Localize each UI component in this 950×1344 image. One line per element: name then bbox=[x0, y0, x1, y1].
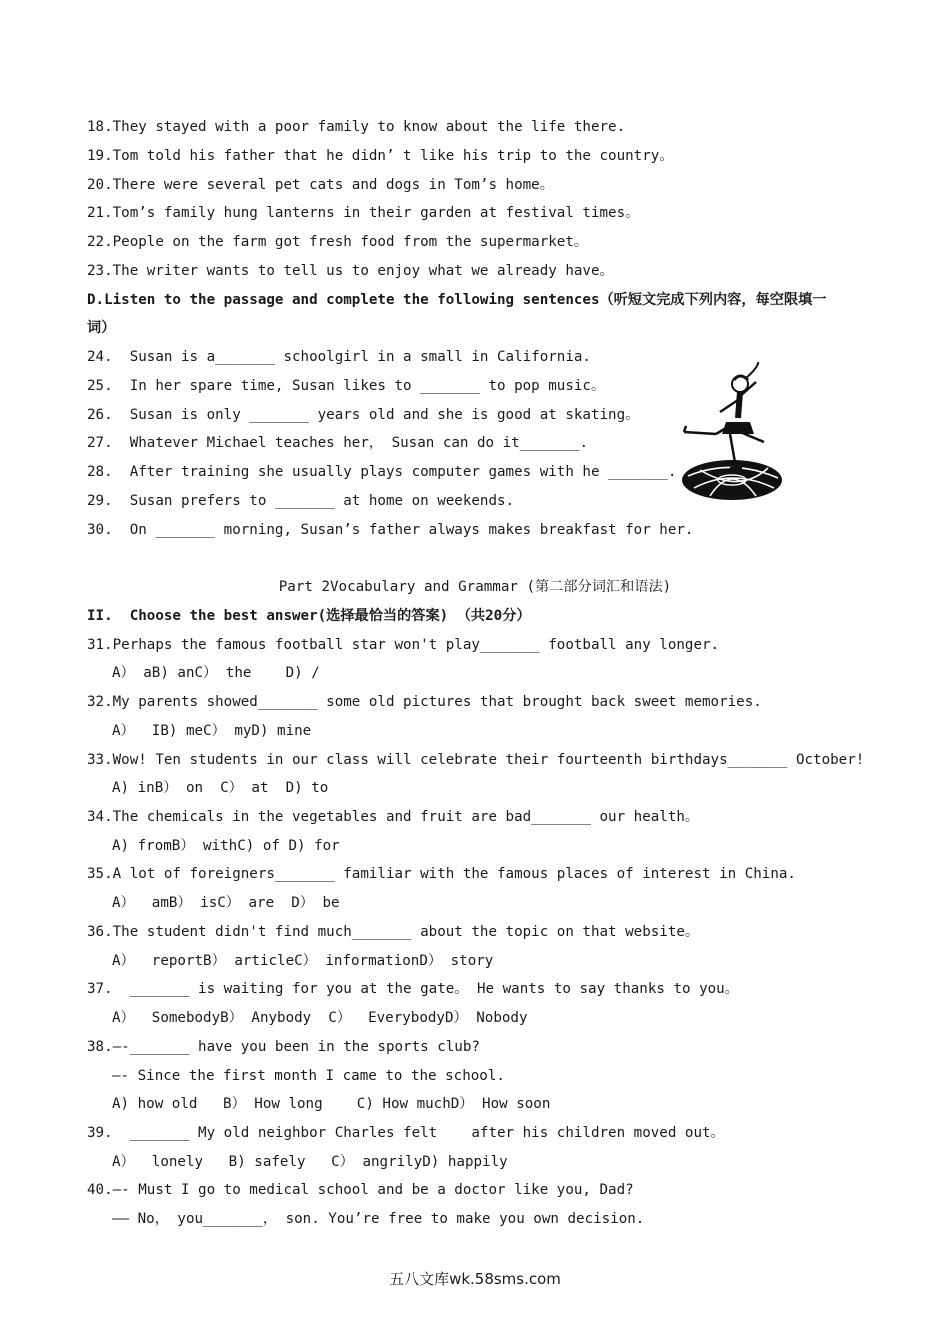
options-35: A） amB） isC） are D） be bbox=[112, 895, 340, 911]
sentence-25: 25. In her spare time, Susan likes to _______ to pop music。 bbox=[87, 378, 606, 394]
answer-38: —- Since the first month I came to the school. bbox=[112, 1068, 505, 1084]
statement-23: 23.The writer wants to tell us to enjoy what we already have。 bbox=[87, 263, 614, 279]
sentence-26: 26. Susan is only _______ years old and she is good at skating。 bbox=[87, 407, 640, 423]
section-d-heading-cont: 词） bbox=[87, 320, 116, 336]
options-32: A） IB) meC） myD) mine bbox=[112, 723, 312, 739]
question-31: 31.Perhaps the famous football star won't play_______ football any longer. bbox=[87, 637, 720, 653]
statement-22: 22.People on the farm got fresh food from the supermarket。 bbox=[87, 234, 589, 250]
sentence-28: 28. After training she usually plays computer games with he _______. bbox=[87, 464, 677, 480]
options-36: A） reportB） articleC） informationD） story bbox=[112, 953, 494, 969]
skater-illustration bbox=[680, 362, 786, 502]
question-38: 38.—-_______ have you been in the sports club? bbox=[87, 1039, 480, 1055]
options-33: A) inB） on C） at D) to bbox=[112, 780, 329, 796]
statement-20: 20.There were several pet cats and dogs in Tom’s home。 bbox=[87, 177, 554, 193]
statement-18: 18.They stayed with a poor family to know about the life there. bbox=[87, 119, 626, 135]
sentence-29: 29. Susan prefers to _______ at home on weekends. bbox=[87, 493, 515, 509]
options-34: A) fromB） withC) of D) for bbox=[112, 838, 340, 854]
statement-19: 19.Tom told his father that he didn’ t like his trip to the country。 bbox=[87, 148, 674, 164]
sentence-30: 30. On _______ morning, Susan’s father always makes breakfast for her. bbox=[87, 522, 694, 538]
question-33: 33.Wow! Ten students in our class will celebrate their fourteenth birthdays_______ October! bbox=[87, 752, 865, 768]
sentence-27: 27. Whatever Michael teaches her， Susan can do it_______. bbox=[87, 435, 589, 451]
footer-watermark: 五八文库wk.58sms.com bbox=[389, 1270, 561, 1288]
options-39: A） lonely B) safely C） angrilyD) happily bbox=[112, 1154, 508, 1170]
question-35: 35.A lot of foreigners_______ familiar with the famous places of interest in China. bbox=[87, 866, 796, 882]
sentence-24: 24. Susan is a_______ schoolgirl in a small in California. bbox=[87, 349, 591, 365]
question-32: 32.My parents showed_______ some old pictures that brought back sweet memories. bbox=[87, 694, 762, 710]
options-37: A） SomebodyB） Anybody C） EverybodyD） Nobody bbox=[112, 1010, 528, 1026]
options-31: A） aB) anC） the D) / bbox=[112, 665, 320, 681]
statement-21: 21.Tom’s family hung lanterns in their garden at festival times。 bbox=[87, 205, 640, 221]
options-38: A) how old B） How long C) How muchD） How soon bbox=[112, 1096, 551, 1112]
question-36: 36.The student didn't find much_______ about the topic on that website。 bbox=[87, 924, 700, 940]
part2-title: Part 2Vocabulary and Grammar (第二部分词汇和语法) bbox=[278, 579, 672, 595]
section-d-heading: D.Listen to the passage and complete the following sentences（听短文完成下列内容，每空限填一 bbox=[87, 292, 827, 308]
question-39: 39. _______ My old neighbor Charles felt after his children moved out。 bbox=[87, 1125, 725, 1141]
question-40: 40.—- Must I go to medical school and be a doctor like you, Dad? bbox=[87, 1182, 634, 1198]
question-34: 34.The chemicals in the vegetables and fruit are bad_______ our health。 bbox=[87, 809, 700, 825]
section-ii-heading: II. Choose the best answer(选择最恰当的答案) （共20分） bbox=[87, 608, 531, 624]
answer-40: —— No， you_______， son. You’re free to make you own decision. bbox=[112, 1211, 645, 1227]
question-37: 37. _______ is waiting for you at the gate。 He wants to say thanks to you。 bbox=[87, 981, 739, 997]
